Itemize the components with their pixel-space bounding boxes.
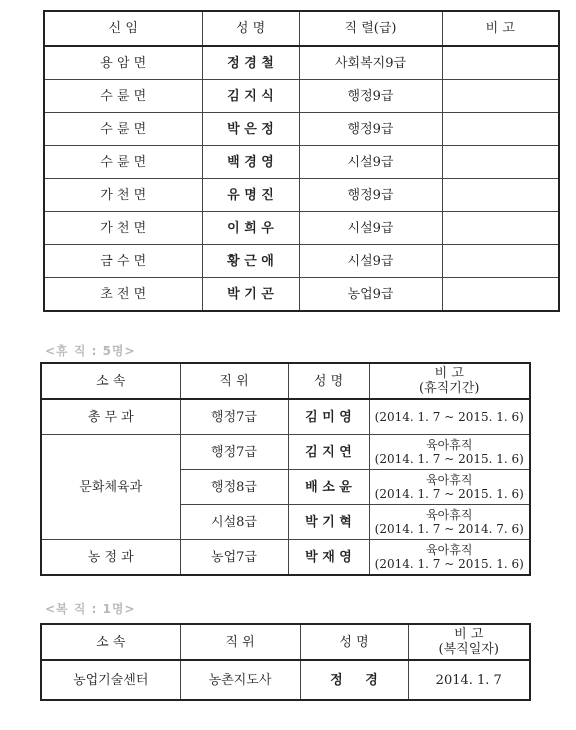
leave-type: 육아휴직 <box>426 473 473 487</box>
header-appointment: 신 임 <box>44 11 202 46</box>
header-note-line2: (복직일자) <box>438 642 499 657</box>
dept-cell: 문화체육과 <box>41 435 180 540</box>
leave-table <box>40 362 531 576</box>
note-cell <box>369 399 530 435</box>
name-cell: 박 은 정 <box>202 113 299 146</box>
table-row <box>41 399 530 435</box>
note-cell <box>442 278 559 312</box>
name-cell: 이 희 우 <box>202 212 299 245</box>
note-cell <box>369 435 530 470</box>
grade-cell: 시설9급 <box>299 146 442 179</box>
grade-cell: 사회복지9급 <box>299 46 442 80</box>
header-dept: 소 속 <box>41 363 180 399</box>
header-name: 성 명 <box>202 11 299 46</box>
note-cell <box>442 146 559 179</box>
position-cell: 시설8급 <box>180 505 288 540</box>
position-cell: 행정7급 <box>180 399 288 435</box>
leave-section-label: <휴 직 : 5명> <box>45 344 136 358</box>
table-header-row <box>44 11 559 46</box>
dept-cell: 총 무 과 <box>41 399 180 435</box>
reinstatement-table <box>40 623 531 701</box>
leave-period: (2014. 1. 7 ~ 2014. 7. 6) <box>374 522 524 536</box>
position-cell: 농업7급 <box>180 540 288 576</box>
table-row <box>44 212 559 245</box>
note-cell <box>369 540 530 576</box>
table-row <box>44 179 559 212</box>
table-row <box>41 435 530 470</box>
name-cell: 백 경 영 <box>202 146 299 179</box>
leave-type: 육아휴직 <box>426 543 473 557</box>
dept-cell: 가 천 면 <box>44 212 202 245</box>
header-dept: 소 속 <box>41 624 180 660</box>
reinstatement-date: 2014. 1. 7 <box>408 660 530 700</box>
header-note <box>408 624 530 660</box>
table-row <box>44 146 559 179</box>
leave-period: (2014. 1. 7 ~ 2015. 1. 6) <box>374 487 524 501</box>
header-grade: 직 렬(급) <box>299 11 442 46</box>
appointments-table <box>43 10 560 312</box>
header-note-line1: 비 고 <box>454 627 484 642</box>
name-cell: 배 소 윤 <box>288 470 369 505</box>
header-note: 비 고 <box>442 11 559 46</box>
grade-cell: 시설9급 <box>299 212 442 245</box>
leave-type: 육아휴직 <box>426 438 473 452</box>
header-name: 성 명 <box>288 363 369 399</box>
grade-cell: 행정9급 <box>299 80 442 113</box>
dept-cell: 수 륜 면 <box>44 80 202 113</box>
dept-cell: 초 전 면 <box>44 278 202 312</box>
grade-cell: 행정9급 <box>299 113 442 146</box>
dept-cell: 수 륜 면 <box>44 113 202 146</box>
name-cell: 김 지 연 <box>288 435 369 470</box>
name-cell: 박 기 곤 <box>202 278 299 312</box>
header-note-line2: (휴직기간) <box>419 381 480 396</box>
dept-cell: 농 정 과 <box>41 540 180 576</box>
note-cell <box>442 245 559 278</box>
name-cell: 정 경 <box>300 660 408 700</box>
header-position: 직 위 <box>180 363 288 399</box>
header-note-line1: 비 고 <box>434 366 464 381</box>
name-cell: 김 미 영 <box>288 399 369 435</box>
dept-cell: 가 천 면 <box>44 179 202 212</box>
table-row <box>41 540 530 576</box>
table-header-row <box>41 363 530 399</box>
dept-cell: 금 수 면 <box>44 245 202 278</box>
header-position: 직 위 <box>180 624 300 660</box>
grade-cell: 시설9급 <box>299 245 442 278</box>
dept-cell: 수 륜 면 <box>44 146 202 179</box>
name-cell: 황 근 애 <box>202 245 299 278</box>
grade-cell: 농업9급 <box>299 278 442 312</box>
position-cell: 행정8급 <box>180 470 288 505</box>
name-cell: 박 재 영 <box>288 540 369 576</box>
grade-cell: 행정9급 <box>299 179 442 212</box>
leave-type: 육아휴직 <box>426 508 473 522</box>
note-cell <box>369 470 530 505</box>
table-row <box>44 80 559 113</box>
table-row <box>41 660 530 700</box>
note-cell <box>442 46 559 80</box>
header-note <box>369 363 530 399</box>
table-row <box>44 278 559 312</box>
name-cell: 김 지 식 <box>202 80 299 113</box>
leave-period: (2014. 1. 7 ~ 2015. 1. 6) <box>374 452 524 466</box>
dept-cell: 농업기술센터 <box>41 660 180 700</box>
note-cell <box>369 505 530 540</box>
leave-period: (2014. 1. 7 ~ 2015. 1. 6) <box>374 557 524 571</box>
position-cell: 농촌지도사 <box>180 660 300 700</box>
note-cell <box>442 113 559 146</box>
table-row <box>44 113 559 146</box>
note-cell <box>442 212 559 245</box>
name-cell: 유 명 진 <box>202 179 299 212</box>
leave-period: (2014. 1. 7 ~ 2015. 1. 6) <box>374 410 524 424</box>
table-header-row <box>41 624 530 660</box>
note-cell <box>442 179 559 212</box>
name-cell: 박 기 혁 <box>288 505 369 540</box>
note-cell <box>442 80 559 113</box>
table-row <box>44 245 559 278</box>
name-cell: 정 경 철 <box>202 46 299 80</box>
position-cell: 행정7급 <box>180 435 288 470</box>
header-name: 성 명 <box>300 624 408 660</box>
dept-cell: 용 암 면 <box>44 46 202 80</box>
reinstatement-section-label: <복 직 : 1명> <box>45 602 136 616</box>
table-row <box>44 46 559 80</box>
